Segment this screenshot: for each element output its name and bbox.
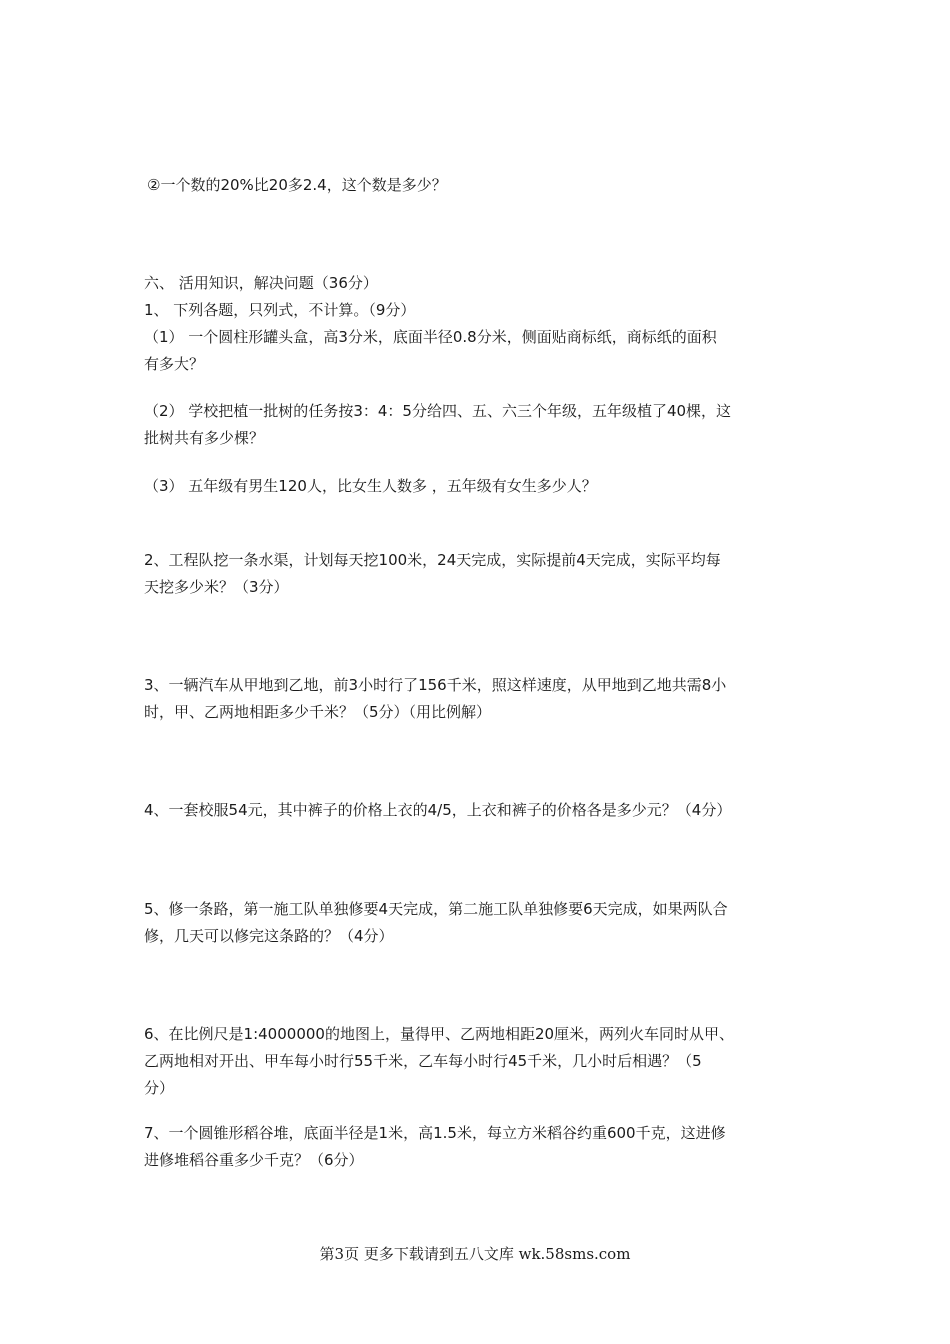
question-2-line2: 天挖多少米？（3分） — [144, 578, 289, 596]
question-1-heading: 1、 下列各题，只列式，不计算。（9分） — [144, 301, 416, 319]
question-1-1-line2: 有多大？ — [144, 355, 205, 373]
question-1-1-line1: （1） 一个圆柱形罐头盒，高3分米，底面半径0.8分米，侧面贴商标纸，商标纸的面积 — [144, 328, 717, 346]
question-2-line1: 2、工程队挖一条水渠，计划每天挖100米，24天完成，实际提前4天完成，实际平均每 — [144, 551, 721, 569]
question-4: 4、一套校服54元，其中裤子的价格上衣的4/5，上衣和裤子的价格各是多少元？（4分） — [144, 801, 732, 819]
question-5-line1: 5、修一条路，第一施工队单独修要4天完成，第二施工队单独修要6天完成，如果两队合 — [144, 900, 728, 918]
question-2-6: ②一个数的20%比20多2.4，这个数是多少？ — [147, 176, 447, 194]
question-6-line2: 乙两地相对开出、甲车每小时行55千米，乙车每小时行45千米，几小时后相遇？（5 — [144, 1052, 702, 1070]
question-6-line1: 6、在比例尺是1:4000000的地图上，量得甲、乙两地相距20厘米，两列火车同时从甲、 — [144, 1025, 735, 1043]
question-6-line3: 分） — [144, 1079, 175, 1097]
question-1-3: （3） 五年级有男生120人，比女生人数多 ，五年级有女生多少人？ — [144, 477, 597, 495]
question-7-line2: 进修堆稻谷重多少千克？（6分） — [144, 1151, 364, 1169]
question-5-line2: 修，几天可以修完这条路的？（4分） — [144, 927, 394, 945]
page-footer: 第3页 更多下载请到五八文库 wk.58sms.com — [319, 1245, 631, 1263]
question-3-line1: 3、一辆汽车从甲地到乙地，前3小时行了156千米，照这样速度，从甲地到乙地共需8小 — [144, 676, 727, 694]
question-1-2-line2: 批树共有多少棵？ — [144, 429, 265, 447]
question-3-line2: 时，甲、乙两地相距多少千米？（5分）（用比例解） — [144, 703, 492, 721]
question-1-2-line1: （2） 学校把植一批树的任务按3：4：5分给四、五、六三个年级，五年级植了40棵，这 — [144, 402, 732, 420]
question-7-line1: 7、一个圆锥形稻谷堆，底面半径是1米，高1.5米，每立方米稻谷约重600千克，这进修 — [144, 1124, 726, 1142]
section-6-heading: 六、 活用知识，解决问题（36分） — [144, 274, 378, 292]
